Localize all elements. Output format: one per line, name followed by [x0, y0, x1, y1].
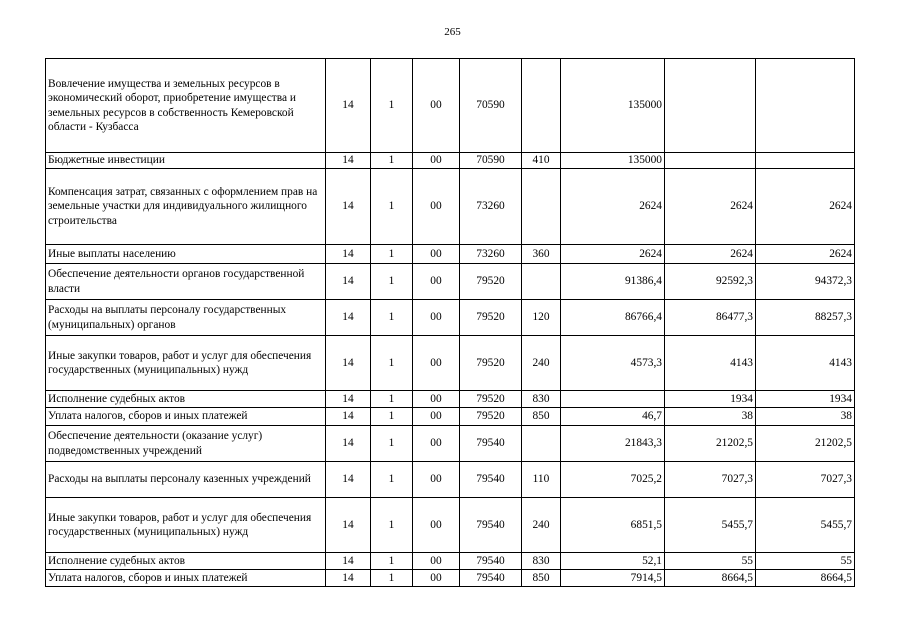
table-row	[46, 391, 855, 408]
cell-amount-year1: 2624	[561, 169, 665, 245]
cell-amount-year3: 2624	[756, 245, 855, 264]
cell-section: 14	[326, 59, 371, 153]
cell-program: 00	[413, 59, 460, 153]
cell-expense-type: 360	[522, 245, 561, 264]
cell-expense-type	[522, 426, 561, 462]
cell-amount-year3: 5455,7	[756, 498, 855, 553]
cell-amount-year2: 92592,3	[665, 264, 756, 300]
cell-expense-type: 120	[522, 300, 561, 336]
cell-amount-year1: 21843,3	[561, 426, 665, 462]
cell-program: 00	[413, 153, 460, 169]
cell-name: Расходы на выплаты персоналу государственных (муниципальных) органов	[46, 300, 326, 336]
cell-amount-year3: 4143	[756, 336, 855, 391]
cell-subsection: 1	[371, 264, 413, 300]
cell-section: 14	[326, 408, 371, 426]
cell-target-article: 73260	[460, 169, 522, 245]
cell-expense-type	[522, 59, 561, 153]
cell-subsection: 1	[371, 570, 413, 587]
cell-amount-year1: 7025,2	[561, 462, 665, 498]
cell-amount-year2: 21202,5	[665, 426, 756, 462]
cell-name: Обеспечение деятельности органов государственной власти	[46, 264, 326, 300]
cell-target-article: 79520	[460, 408, 522, 426]
cell-program: 00	[413, 553, 460, 570]
cell-expense-type: 240	[522, 336, 561, 391]
cell-amount-year1: 135000	[561, 153, 665, 169]
cell-target-article: 70590	[460, 59, 522, 153]
cell-amount-year2	[665, 153, 756, 169]
cell-amount-year1: 2624	[561, 245, 665, 264]
cell-amount-year2	[665, 59, 756, 153]
cell-amount-year2: 5455,7	[665, 498, 756, 553]
cell-subsection: 1	[371, 553, 413, 570]
cell-program: 00	[413, 408, 460, 426]
cell-amount-year2: 8664,5	[665, 570, 756, 587]
cell-name: Исполнение судебных актов	[46, 391, 326, 408]
cell-expense-type: 110	[522, 462, 561, 498]
cell-subsection: 1	[371, 426, 413, 462]
cell-target-article: 70590	[460, 153, 522, 169]
cell-section: 14	[326, 264, 371, 300]
cell-target-article: 79540	[460, 498, 522, 553]
cell-expense-type	[522, 169, 561, 245]
cell-name: Исполнение судебных актов	[46, 553, 326, 570]
cell-section: 14	[326, 426, 371, 462]
table-row	[46, 408, 855, 426]
cell-section: 14	[326, 462, 371, 498]
cell-section: 14	[326, 553, 371, 570]
cell-program: 00	[413, 391, 460, 408]
table-row	[46, 570, 855, 587]
cell-amount-year3: 2624	[756, 169, 855, 245]
cell-amount-year1: 135000	[561, 59, 665, 153]
cell-section: 14	[326, 391, 371, 408]
table-row	[46, 498, 855, 553]
cell-amount-year3	[756, 153, 855, 169]
cell-amount-year3: 38	[756, 408, 855, 426]
cell-subsection: 1	[371, 391, 413, 408]
cell-target-article: 73260	[460, 245, 522, 264]
cell-subsection: 1	[371, 462, 413, 498]
table-body	[46, 59, 855, 587]
cell-section: 14	[326, 570, 371, 587]
table-row	[46, 264, 855, 300]
cell-amount-year3	[756, 59, 855, 153]
cell-amount-year2: 86477,3	[665, 300, 756, 336]
cell-amount-year3: 55	[756, 553, 855, 570]
table-row	[46, 336, 855, 391]
cell-amount-year1: 7914,5	[561, 570, 665, 587]
cell-target-article: 79540	[460, 570, 522, 587]
cell-program: 00	[413, 498, 460, 553]
cell-program: 00	[413, 426, 460, 462]
cell-amount-year2: 38	[665, 408, 756, 426]
table-row	[46, 462, 855, 498]
cell-target-article: 79540	[460, 462, 522, 498]
cell-subsection: 1	[371, 153, 413, 169]
cell-name: Обеспечение деятельности (оказание услуг) подведомственных учреждений	[46, 426, 326, 462]
cell-program: 00	[413, 462, 460, 498]
cell-name: Компенсация затрат, связанных с оформлением прав на земельные участки для индивидуального жилищного строительства	[46, 169, 326, 245]
cell-amount-year3: 94372,3	[756, 264, 855, 300]
cell-subsection: 1	[371, 336, 413, 391]
table-row	[46, 553, 855, 570]
cell-program: 00	[413, 264, 460, 300]
table-row	[46, 300, 855, 336]
cell-name: Уплата налогов, сборов и иных платежей	[46, 570, 326, 587]
cell-amount-year2: 55	[665, 553, 756, 570]
cell-expense-type: 850	[522, 408, 561, 426]
cell-expense-type: 830	[522, 391, 561, 408]
cell-program: 00	[413, 169, 460, 245]
cell-section: 14	[326, 300, 371, 336]
cell-amount-year2: 4143	[665, 336, 756, 391]
cell-amount-year1: 52,1	[561, 553, 665, 570]
cell-subsection: 1	[371, 245, 413, 264]
cell-name: Иные выплаты населению	[46, 245, 326, 264]
cell-target-article: 79520	[460, 391, 522, 408]
cell-expense-type: 240	[522, 498, 561, 553]
cell-name: Уплата налогов, сборов и иных платежей	[46, 408, 326, 426]
cell-expense-type	[522, 264, 561, 300]
table-row	[46, 153, 855, 169]
cell-amount-year3: 21202,5	[756, 426, 855, 462]
cell-section: 14	[326, 169, 371, 245]
cell-section: 14	[326, 153, 371, 169]
cell-amount-year3: 88257,3	[756, 300, 855, 336]
cell-amount-year3: 8664,5	[756, 570, 855, 587]
cell-name: Иные закупки товаров, работ и услуг для обеспечения государственных (муниципальных) нужд	[46, 336, 326, 391]
cell-program: 00	[413, 245, 460, 264]
cell-amount-year2: 1934	[665, 391, 756, 408]
cell-subsection: 1	[371, 300, 413, 336]
cell-subsection: 1	[371, 498, 413, 553]
cell-expense-type: 830	[522, 553, 561, 570]
budget-table	[45, 58, 855, 587]
table-row	[46, 426, 855, 462]
cell-section: 14	[326, 336, 371, 391]
cell-section: 14	[326, 498, 371, 553]
cell-amount-year2: 2624	[665, 245, 756, 264]
cell-amount-year1: 46,7	[561, 408, 665, 426]
cell-amount-year2: 2624	[665, 169, 756, 245]
table-row	[46, 169, 855, 245]
cell-target-article: 79520	[460, 300, 522, 336]
cell-amount-year1: 6851,5	[561, 498, 665, 553]
cell-amount-year1: 86766,4	[561, 300, 665, 336]
cell-name: Бюджетные инвестиции	[46, 153, 326, 169]
cell-name: Иные закупки товаров, работ и услуг для обеспечения государственных (муниципальных) нужд	[46, 498, 326, 553]
cell-name: Вовлечение имущества и земельных ресурсов в экономический оборот, приобретение имущества и земельных ресурсов в собственность Кемеровской области - Кузбасса	[46, 59, 326, 153]
cell-program: 00	[413, 300, 460, 336]
cell-amount-year1: 91386,4	[561, 264, 665, 300]
cell-amount-year3: 7027,3	[756, 462, 855, 498]
cell-target-article: 79520	[460, 336, 522, 391]
cell-subsection: 1	[371, 408, 413, 426]
cell-expense-type: 410	[522, 153, 561, 169]
cell-target-article: 79540	[460, 553, 522, 570]
cell-amount-year1: 4573,3	[561, 336, 665, 391]
cell-section: 14	[326, 245, 371, 264]
table-row	[46, 245, 855, 264]
cell-program: 00	[413, 336, 460, 391]
cell-target-article: 79540	[460, 426, 522, 462]
cell-subsection: 1	[371, 59, 413, 153]
cell-name: Расходы на выплаты персоналу казенных учреждений	[46, 462, 326, 498]
table-row	[46, 59, 855, 153]
cell-amount-year2: 7027,3	[665, 462, 756, 498]
cell-amount-year3: 1934	[756, 391, 855, 408]
cell-subsection: 1	[371, 169, 413, 245]
cell-program: 00	[413, 570, 460, 587]
page-number: 265	[444, 26, 461, 38]
cell-amount-year1	[561, 391, 665, 408]
cell-expense-type: 850	[522, 570, 561, 587]
cell-target-article: 79520	[460, 264, 522, 300]
